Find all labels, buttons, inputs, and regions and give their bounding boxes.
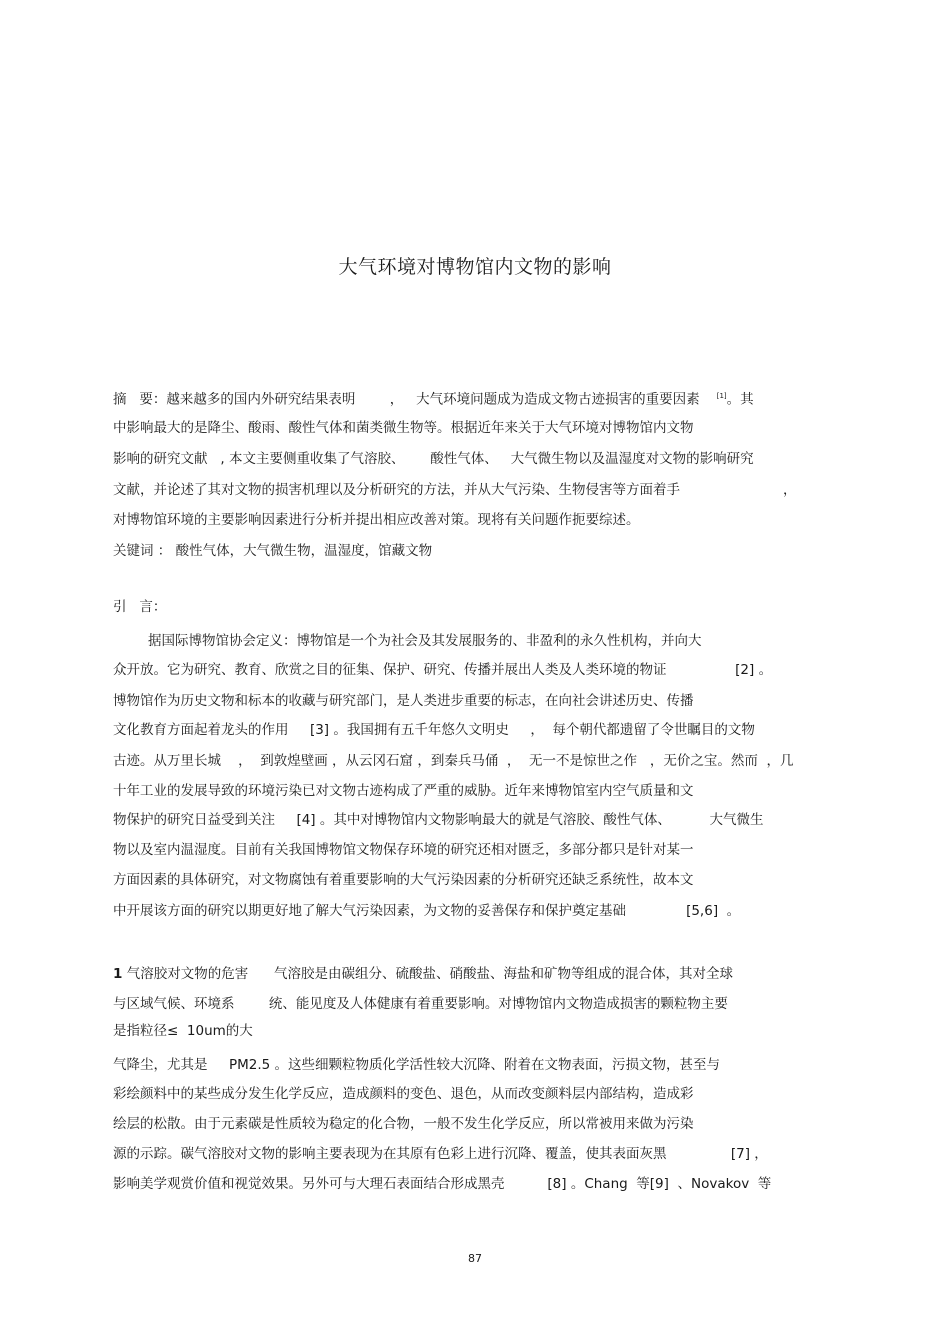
intro-line-5: 古迹。从万里长城 ， 到敦煌壁画 ，从云冈石窟 ，到秦兵马俑 ， 无一不是惊世之作 ，无价之宝。然而 ，几 [113, 753, 794, 769]
intro-line-10: 中开展该方面的研究以期更好地了解大气污染因素，为文物的妥善保存和保护奠定基础 [5,6] 。 [113, 903, 741, 919]
section1-line-2: 与区域气候、环境系 统、能见度及人体健康有着重要影响。对博物馆内文物造成损害的颗粒物主要 [113, 996, 728, 1012]
section-number: 1 [113, 966, 123, 982]
section1-line-4: 气降尘，尤其是 PM2.5 。这些细颗粒物质化学活性较大沉降、附着在文物表面，污损文物，甚至与 [113, 1057, 721, 1073]
abstract-line-3: 影响的研究文献 , 本文主要侧重收集了气溶胶、 酸性气体、 大气微生物以及温湿度对文物的影响研究 [113, 451, 754, 467]
abstract-line-2: 中影响最大的是降尘、酸雨、酸性气体和菌类微生物等。根据近年来关于大气环境对博物馆内文物 [113, 420, 694, 436]
section1-line-5: 彩绘颜料中的某些成分发生化学反应，造成颜料的变色、退色，从而改变颜料层内部结构，造成彩 [113, 1086, 694, 1102]
section1-line-1: 1 气溶胶对文物的危害 气溶胶是由碳组分、硫酸盐、硝酸盐、海盐和矿物等组成的混合体，其对全球 [113, 966, 733, 982]
intro-line-4: 文化教育方面起着龙头的作用 [3] 。我国拥有五千年悠久文明史 ， 每个朝代都遗留了令世瞩目的文物 [113, 722, 755, 738]
section1-line-7: 源的示踪。碳气溶胶对文物的影响主要表现为在其原有色彩上进行沉降、覆盖，使其表面灰黑 [7] ， [113, 1146, 768, 1162]
abstract-line-4: 文献，并论述了其对文物的损害机理以及分析研究的方法，并从大气污染、生物侵害等方面着手 ， [113, 482, 797, 498]
keywords-text: 酸性气体，大气微生物，温湿度，馆藏文物 [175, 543, 433, 559]
intro-heading: 引 言： [113, 599, 167, 615]
keywords-label: 关键词 ： [113, 543, 172, 559]
abstract-line-1: 摘 要：越来越多的国内外研究结果表明 ， 大气环境问题成为造成文物古迹损害的重要因素 [1]。其 [113, 391, 754, 408]
section1-line-6: 绘层的松散。由于元素碳是性质较为稳定的化合物，一般不发生化学反应，所以常被用来做为污染 [113, 1116, 694, 1132]
intro-line-9: 方面因素的具体研究，对文物腐蚀有着重要影响的大气污染因素的分析研究还缺乏系统性，故本文 [113, 872, 694, 888]
page-number: 87 [468, 1252, 482, 1265]
intro-line-2: 众开放。它为研究、教育、欣赏之目的征集、保护、研究、传播并展出人类及人类环境的物证 [2] 。 [113, 662, 773, 678]
section1-line-3: 是指粒径≤ 10um的大 [113, 1023, 253, 1039]
section1-line-8: 影响美学观赏价值和视觉效果。另外可与大理石表面结合形成黑壳 [8] 。Chang 等[9] 、Novakov 等 [113, 1176, 772, 1192]
document-title: 大气环境对博物馆内文物的影响 [338, 256, 612, 278]
intro-line-7: 物保护的研究日益受到关注 [4] 。其中对博物馆内文物影响最大的就是气溶胶、酸性气体、 大气微生 [113, 812, 764, 828]
citation-superscript: [1] [716, 392, 727, 400]
keywords-line [113, 542, 432, 560]
intro-line-6: 十年工业的发展导致的环境污染已对文物古迹构成了严重的威胁。近年来博物馆室内空气质量和文 [113, 783, 694, 799]
intro-line-8: 物以及室内温湿度。目前有关我国博物馆文物保存环境的研究还相对匮乏，多部分都只是针对某一 [113, 842, 694, 858]
intro-line-3: 博物馆作为历史文物和标本的收藏与研究部门，是人类进步重要的标志，在向社会讲述历史、传播 [113, 693, 694, 709]
abstract-line-5: 对博物馆环境的主要影响因素进行分析并提出相应改善对策。现将有关问题作扼要综述。 [113, 512, 640, 528]
intro-line-1: 据国际博物馆协会定义：博物馆是一个为社会及其发展服务的、非盈利的永久性机构，并向大 [148, 633, 702, 649]
